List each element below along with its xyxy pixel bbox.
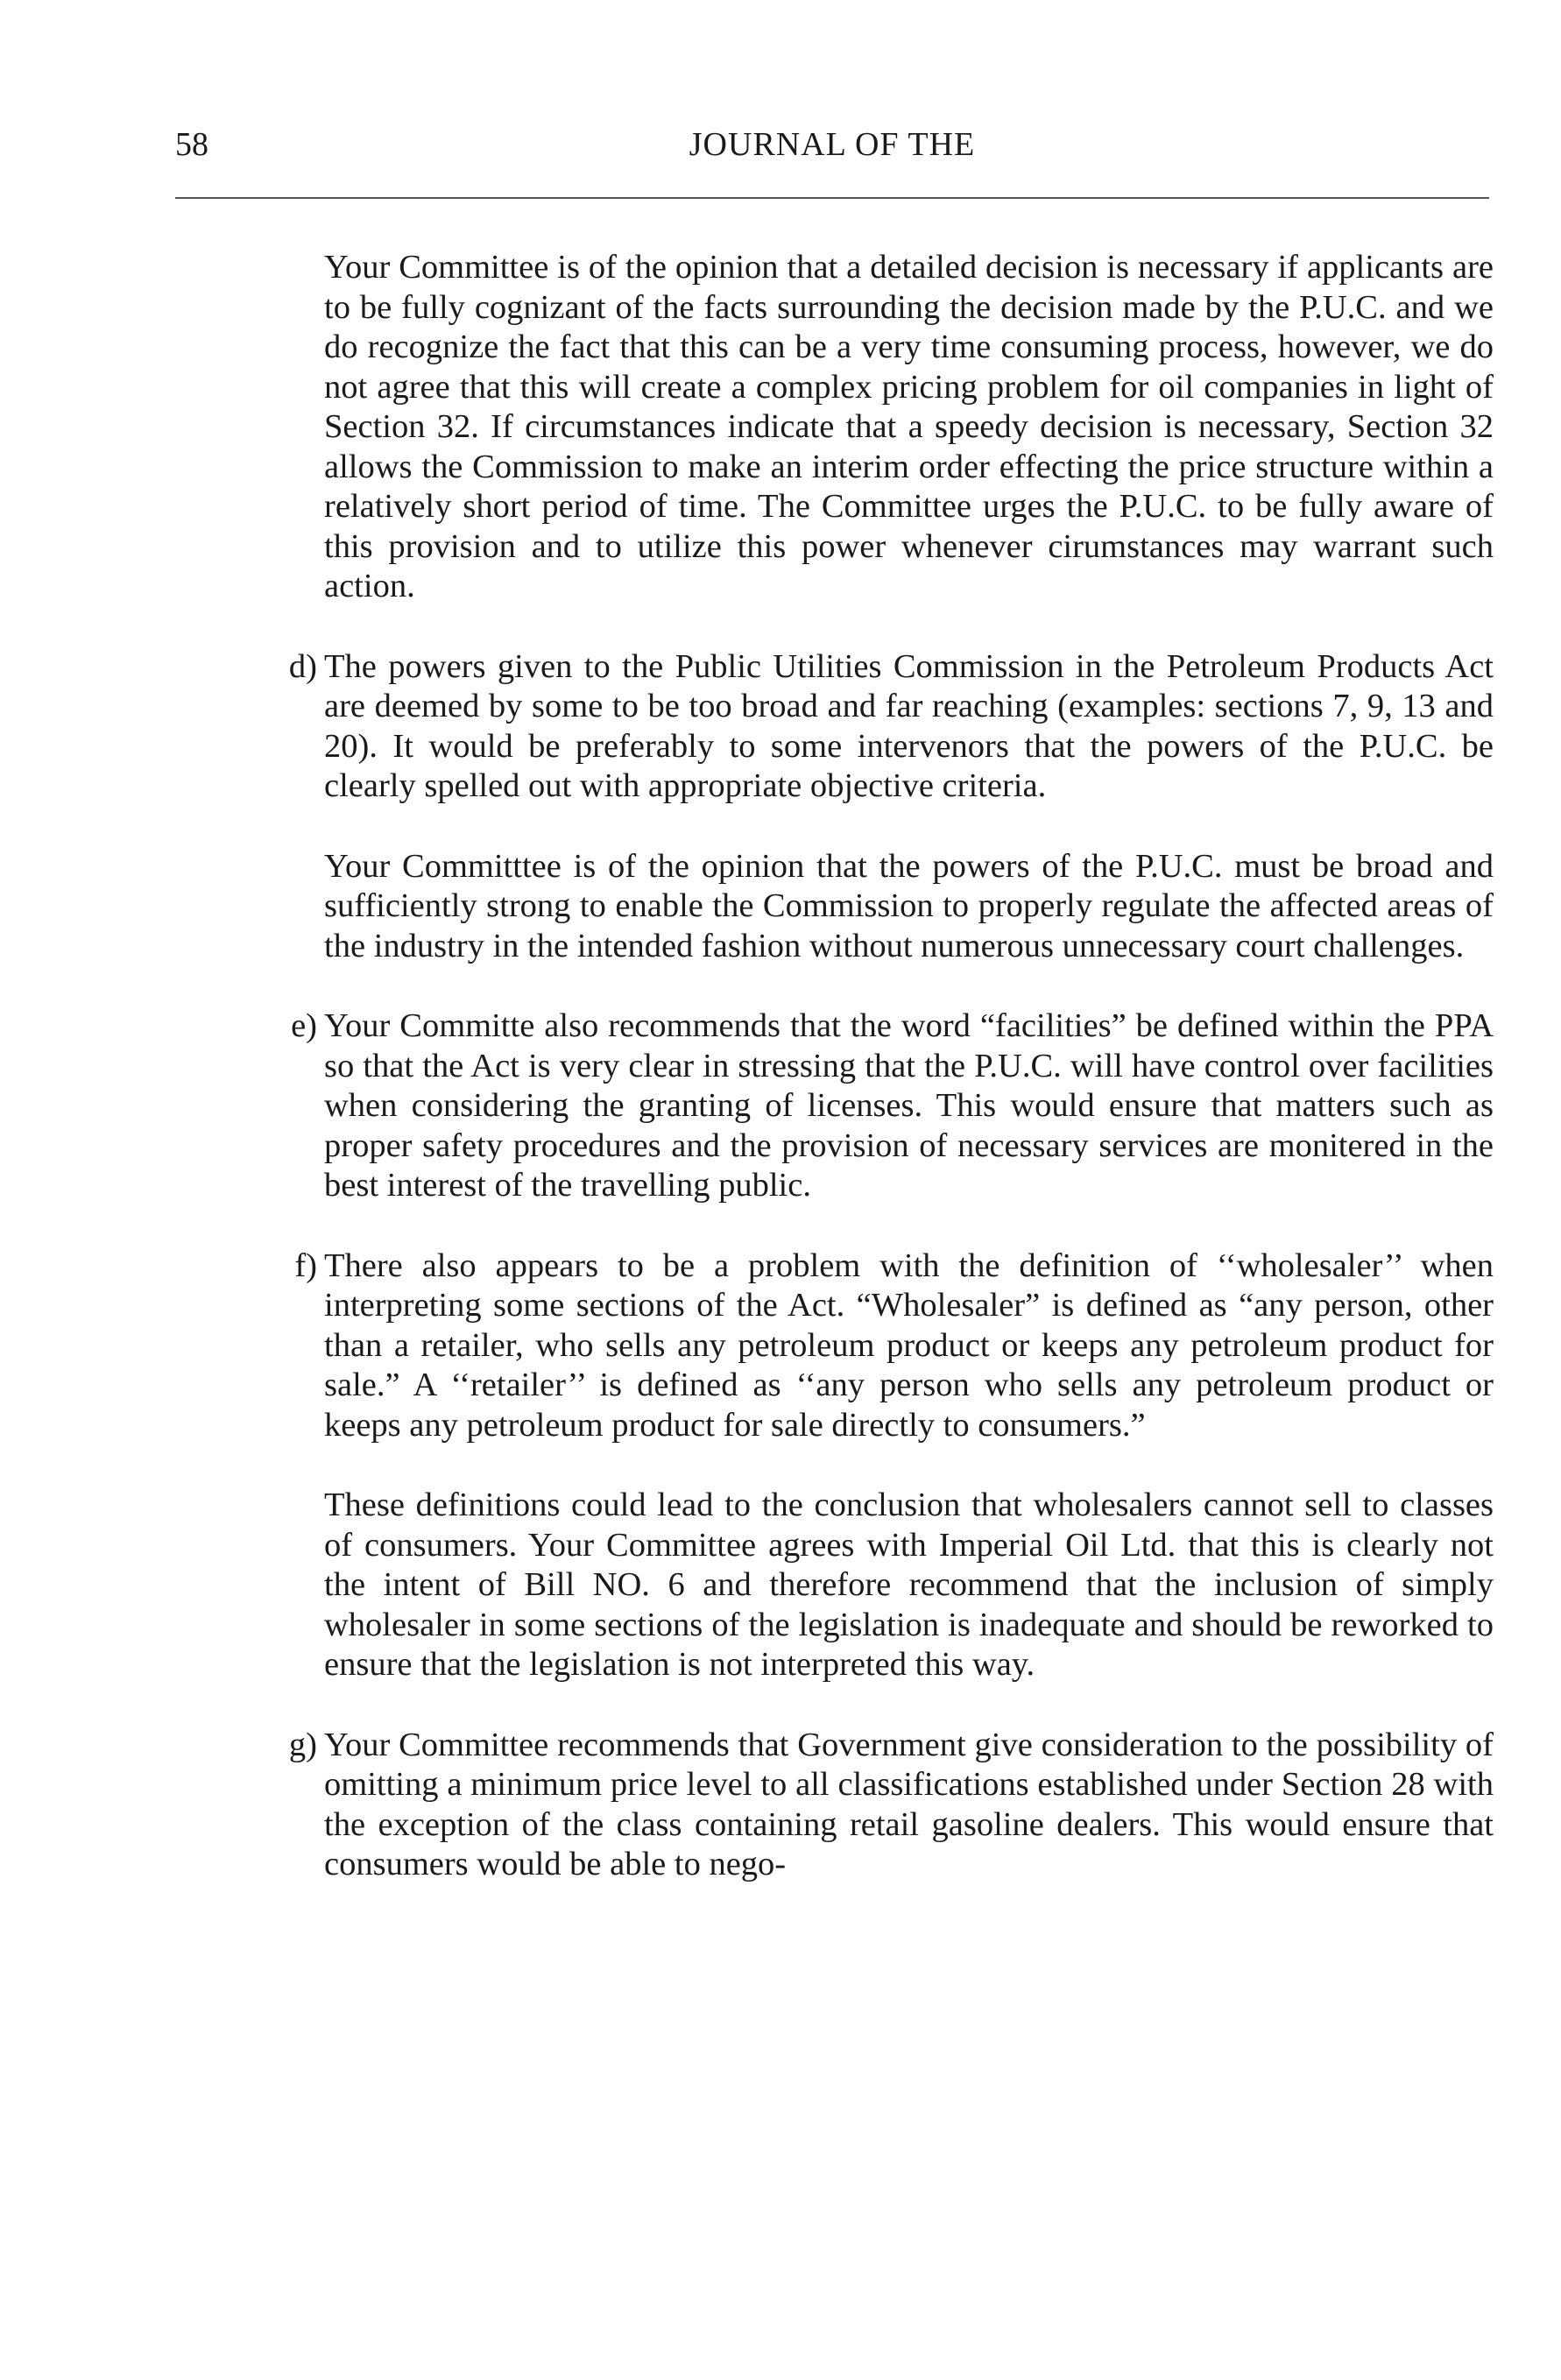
paragraph-text: There also appears to be a problem with the definition of ‘‘wholesaler’’ when interpreting some sections of the Act. “Wholesaler” is defined as “any person, other than a retailer, who sells any petroleum product or keeps any petroleum product for sale.” A ‘‘retailer’’ is defined as ‘‘any person who sells any petroleum product or keeps any petroleum product for sale directly to consumers.” xyxy=(324,1246,1494,1444)
item-marker: g) xyxy=(288,1726,317,1763)
paragraph xyxy=(324,248,1494,607)
paragraph xyxy=(324,1486,1494,1685)
list-item-e xyxy=(291,1006,1494,1206)
list-item-f xyxy=(294,1246,1494,1446)
page-number: 58 xyxy=(175,126,208,163)
paragraph-text: These definitions could lead to the conclusion that wholesalers cannot sell to classes of consumers. Your Committee agrees with Imperial Oil Ltd. that this is clearly not the intent of Bill NO. 6 and therefore recommend that the inclusion of simply wholesaler in some sections of the legislation is inadequate and should be reworked to ensure that the legislation is not interpreted this way. xyxy=(324,1487,1494,1683)
running-title: JOURNAL OF THE xyxy=(689,126,976,163)
item-marker: e) xyxy=(291,1007,317,1044)
item-marker: f) xyxy=(294,1246,317,1284)
page-header xyxy=(175,123,1489,166)
list-item-g xyxy=(288,1726,1494,1885)
paragraph xyxy=(324,847,1494,967)
list-item-d xyxy=(288,647,1494,807)
header-rule xyxy=(175,197,1489,199)
item-marker: d) xyxy=(288,647,317,685)
body-text xyxy=(288,248,1494,1925)
paragraph-text: Your Committee is of the opinion that a detailed decision is necessary if applicants are to be fully cognizant of the facts surrounding the decision made by the P.U.C. and we do recognize the fact that this can be a very time consuming process, however, we do not agree that this will create a complex pricing problem for oil companies in light of Section 32. If circumstances indicate that a speedy decision is necessary, Section 32 allows the Commission to make an interim order effecting the price structure within a relatively short period of time. The Committee urges the P.U.C. to be fully aware of this provision and to utilize this power whenever cirumstances may warrant such action. xyxy=(324,249,1494,604)
paragraph-text: Your Committee recommends that Government give consideration to the possibility of omitting a minimum price level to all classifications established under Section 28 with the exception of the class containing retail gasoline dealers. This would ensure that consumers would be able to nego- xyxy=(324,1726,1494,1882)
paragraph-text: The powers given to the Public Utilities Commission in the Petroleum Products Act are deemed by some to be too broad and far reaching (examples: sections 7, 9, 13 and 20). It would be preferably to some intervenors that the powers of the P.U.C. be clearly spelled out with appropriate objective criteria. xyxy=(324,647,1494,804)
paragraph-text: Your Committtee is of the opinion that the powers of the P.U.C. must be broad and sufficiently strong to enable the Commission to properly regulate the affected areas of the industry in the intended fashion without numerous unnecessary court challenges. xyxy=(324,847,1494,964)
paragraph-text: Your Committe also recommends that the word “facilities” be defined within the PPA so that the Act is very clear in stressing that the P.U.C. will have control over facilities when considering the granting of licenses. This would ensure that matters such as proper safety procedures and the provision of necessary services are monitered in the best interest of the travelling public. xyxy=(324,1007,1494,1204)
